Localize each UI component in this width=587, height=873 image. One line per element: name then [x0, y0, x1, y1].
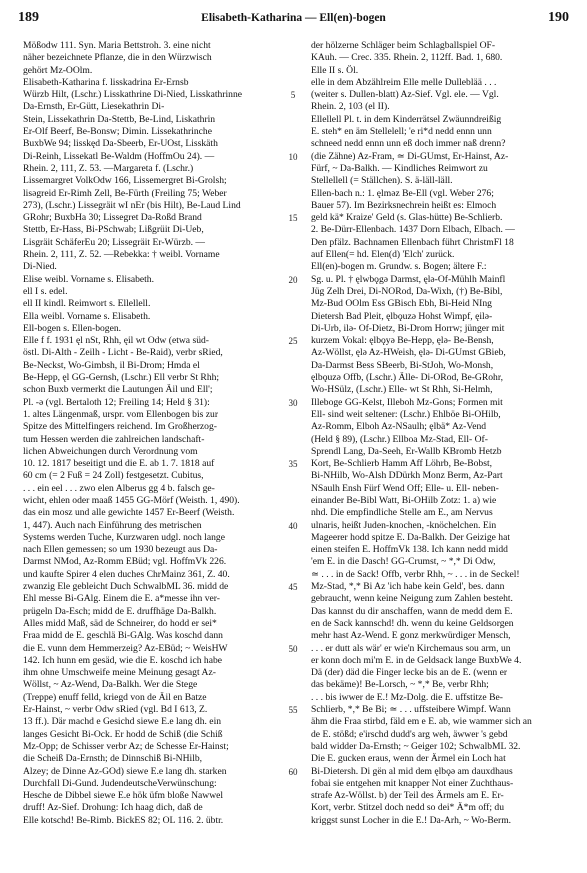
- page-header: [18, 10, 569, 30]
- text-line: Alzey; de Dinne Az-GOd) siewe E.e lang dh. starken: [23, 765, 227, 777]
- text-line: Mz-Stad, *,* Bi Az 'ich habe kein Geld', bes. dann: [311, 581, 505, 593]
- text-line: Mz-Opp; de Schisser verbr Az; de Schesse Er-Hainst;: [23, 740, 229, 752]
- text-line: Be-Neckst, Wo-Gimbsh, il Bi-Drom; Hmda el: [23, 359, 200, 371]
- text-line: kurzem Vokal: ęlbǫyə Be-Hepp, ęlə- Be-Bensh,: [311, 335, 494, 347]
- line-number: 30: [288, 397, 298, 408]
- text-line: das bekäme)! Be-Lorsch, ~ *,* Be, verbr Rhh;: [311, 679, 489, 691]
- text-line: Den pfälz. Bachnamen Ellenbach führt ChristmFl 18: [311, 236, 514, 248]
- text-line: nach Ellen gemessen; so um 1930 bezeugt aus Da-: [23, 544, 218, 556]
- text-line: Alles midd Maß, säd de Schneirer, do hodd er sei*: [23, 617, 217, 629]
- text-line: Wo-HSülz, (Lschr.) Elle- wt St Rhh, Si-Helmh,: [311, 384, 493, 396]
- text-line: Rhein. 2, 103 (el II).: [311, 101, 390, 113]
- page-number-left: 189: [18, 10, 39, 25]
- text-line: mehr hast Az-Wend. E gonz merkwürdiger Mensch,: [311, 630, 511, 642]
- text-line: (Held § 89), (Lschr.) Ellboa Mz-Stad, Ell- Of-: [311, 433, 488, 445]
- text-line: 1. altes Längenmaß, urspr. vom Ellenbogen bis zur: [23, 408, 219, 420]
- text-line: BuxbWe 94; lisskęd Da-Sbeerb, Er-UOst, Lisskäth: [23, 138, 218, 150]
- text-line: prügeln Da-Esch; midd de E. druffhäge Da-Balkh.: [23, 605, 217, 617]
- text-line: tum Hessen werden die zahlreichen landschaft-: [23, 433, 205, 445]
- text-line: östl. Di-Alth - Zeilh - Licht - Be-Raid), verbr sRied,: [23, 347, 223, 359]
- text-line: E. steh* en äm Stellelell; 'e ri*d nedd ennn unn: [311, 126, 492, 138]
- line-number: 60: [288, 766, 298, 777]
- text-line: ell I s. edel.: [23, 285, 68, 297]
- text-line: Rhein. 2, 111, Z. 52. —Rebekka: † weibl. Vorname: [23, 249, 220, 261]
- text-line: Dietersh Bad Pleit, ęlbǫuzə Hohst Wimpf, ęilə-: [311, 310, 493, 322]
- line-number: 40: [288, 520, 298, 531]
- text-line: Jüg Zelh Drei, Di-NORod, Da-Wixh, (†) Be-Bibl,: [311, 285, 503, 297]
- text-line: Di-Nied.: [23, 261, 57, 273]
- text-line: 1, 447). Auch nach Einführung des metrischen: [23, 519, 202, 531]
- text-line: Da-Darmst Bess SBeerb, Bi-StJoh, Wo-Monsh,: [311, 359, 494, 371]
- line-number: 20: [288, 274, 298, 285]
- text-line: Kort, Be-Schlierb Hamm Aff Löhrb, Be-Bobst,: [311, 458, 493, 470]
- text-line: Kort, verbr. Stitzel doch nedd so dei* Ä*m off; du: [311, 802, 504, 814]
- text-line: Az-Wöllst, ęlə Az-HWeish, ęlə- Di-GUmst GBieb,: [311, 347, 506, 359]
- text-line: näher bezeichnete Pflanze, die in den Würzwisch: [23, 52, 212, 64]
- text-line: Systems werden Tuche, Kurzwaren udgl. noch lange: [23, 531, 225, 543]
- text-line: Durchfall Di-Gund. JudendeutscheVerwünschung:: [23, 777, 217, 789]
- text-line: 273), (Lschr.) Lissegräit wI nEr (bis Hilt), Be-Laud Lind: [23, 199, 241, 211]
- text-line: kriggst sunst Locher in die E.! Da-Arh, ~ Wo-Berm.: [311, 814, 512, 826]
- text-line: ihm ohne Umschweife meine Meinung gesagt Az-: [23, 667, 216, 679]
- text-line: wicht, ehlen oder maaß 1455 GG-Mörf (Weisth. 1, 490).: [23, 494, 240, 506]
- text-line: gehört Mz-OOlm.: [23, 64, 93, 76]
- text-line: schneed nedd ennn unn eß doch immer naß drenn?: [311, 138, 506, 150]
- text-line: Mößodw 111. Syn. Maria Bettstroh. 3. eine nicht: [23, 40, 211, 51]
- text-line: Ella weibl. Vorname s. Elisabeth.: [23, 310, 151, 322]
- text-line: Spitze des Mittelfingers reichend. Im Großherzog-: [23, 421, 217, 433]
- text-line: Da-Ernsth, Er-Gütt, Liesekathrin Di-: [23, 101, 165, 113]
- text-line: Elisabeth-Katharina f. lisskadrina Er-Ernsb: [23, 76, 189, 88]
- text-line: Das kannst du dir anschaffen, wann de medd dem E.: [311, 605, 513, 617]
- text-line: Elle f f. 1931 ęl nSt, Rhh, ęil wt Odw (etwa süd-: [23, 335, 209, 347]
- text-line: Sg. u. Pl. † ęlwbǫgə Darmst, ęlə-Of-Mühlh Mainfl: [311, 273, 506, 285]
- text-line: Ell- sind weit seltener: (Lschr.) Ehlböe Bi-OHilb,: [311, 408, 501, 420]
- text-line: NSaulh Ensh Fürf Wend Off; Elle- u. Ell- neben-: [311, 482, 499, 494]
- text-line: gebraucht, wenn keine Neigung zum Zahlen besteht.: [311, 593, 513, 605]
- text-line: Dä (der) däd die Finger lecke bis an de E. (wenn er: [311, 667, 508, 679]
- text-line: Be-Hepp, ęl GG-Gernsh, (Lschr.) Ell verbr St Rhh;: [23, 372, 220, 384]
- text-line: elle in dem Abzählreim Elle melle Dulleblää . . .: [311, 76, 497, 88]
- text-line: ulnaris, heißt Juden-knochen, -knöchelchen. Ein: [311, 519, 497, 531]
- text-line: langes Gesicht Bi-Ock. Er hodd de Schiß (die Schiß: [23, 728, 223, 740]
- line-number: 50: [288, 643, 298, 654]
- text-line: 142. Ich hunn em gesäd, wie die E. koschd ich habe: [23, 654, 223, 666]
- text-line: ęlbǫuzə Offb, (Lschr.) Älle- Di-ORod, Be-GRohr,: [311, 372, 504, 384]
- line-number: 45: [288, 582, 298, 593]
- text-line: Illeboge GG-Kelst, Illeboh Mz-Gons; Formen mit: [311, 396, 503, 408]
- text-line: . . . er dutt als wär' er wie'n Kirchemaus sou arm, un: [311, 642, 511, 654]
- line-number: 35: [288, 459, 298, 470]
- text-line: ≃ . . . in de Sack! Offb, verbr Rhh, ~ . . . in de Seckel!: [311, 568, 520, 580]
- text-line: Rhein. 2, 111, Z. 53. —Margareta f. (Lschr.): [23, 162, 194, 174]
- text-line: zwanzig Ele gebleicht Duch SchwalbML 36. midd de: [23, 581, 229, 593]
- text-line: (weiter s. Dullen-blatt) Az-Sief. Vgl. ele. — Vgl.: [311, 89, 499, 101]
- text-line: einen steifen E. HoffmVk 138. Ich kann nedd midd: [311, 544, 508, 556]
- text-line: Lisgräit SchäferEu 20; Lissegräit Er-Würzb. —: [23, 236, 206, 248]
- line-number: 15: [288, 213, 298, 224]
- line-number: 10: [288, 151, 298, 162]
- text-line: Bauer 57). Im Bezirksnechrein heißt es: Elmoch: [311, 199, 497, 211]
- text-line: Lissemargret VolkOdw 166, Lissemergret Bi-Grolsh;: [23, 175, 227, 187]
- text-line: bald widder Da-Ernsth; ~ Geiger 102; SchwalbML 32.: [311, 740, 521, 752]
- text-line: Hesche de Dibbel siewe E.e hök üfm bloße Nawwel: [23, 790, 224, 802]
- right-column: [311, 40, 569, 827]
- text-line: 2. Be-Dürr-Ellenbach. 1437 Dorn Elbach, Elbach. —: [311, 224, 515, 236]
- text-line: Schlierb, *,* Be Bi; ≃ . . . uffsteibere Wimpf. Wann: [311, 704, 511, 716]
- text-line: das ein mosz und alle gewichte 1457 Er-Beerf (Weisth.: [23, 507, 235, 519]
- text-line: Ellellell Pl. t. in dem Kinderrätsel Zwäunndreißig: [311, 113, 502, 125]
- text-line: und kaufte Spirer 4 elen duches ChrMainz 361, Z. 40.: [23, 568, 230, 580]
- text-line: lisəgreid Er-Rimh Zell, Be-Fürth (Freiling 75; Weber: [23, 187, 227, 199]
- text-line: der hölzerne Schläger beim Schlagballspiel OF-: [311, 40, 496, 51]
- text-line: 13 ff.). Där machd e Gesichd siewe E.e lang dh. ein: [23, 716, 222, 728]
- text-line: Darmst NMod, Az-Romm EBüd; vgl. HoffmVk 226.: [23, 556, 227, 568]
- text-line: Bi-Dietersh. Di gën al mid dem ęlbǫə am dauxdhaus: [311, 765, 513, 777]
- text-line: schon Buxb vermerkt die Lautungen Äil und Ell';: [23, 384, 213, 396]
- text-line: einander Be-Bibl Watt, Bi-OHilb Zotz: 1. a) wie: [311, 494, 497, 506]
- text-line: strafe Az-Wöllst. b) der Teil des Ärmels am E. Er-: [311, 790, 504, 802]
- text-line: Stellellell (= Ställchen). S. ä-läll-läll.: [311, 175, 453, 187]
- left-column: [23, 40, 281, 827]
- text-line: Wöllst, ~ Az-Wend, Da-Balkh. Wer die Stege: [23, 679, 198, 691]
- text-line: die E. vunn dem Hemmerzeig? Az-EBüd; ~ WeisHW: [23, 642, 228, 654]
- text-line: de E. stößd; e'irschd dudd's arg weh, äwwer 's gebd: [311, 728, 508, 740]
- text-line: Ell(en)-bogen m. Grundw. s. Bogen; ältere F.:: [311, 261, 487, 273]
- line-number: 55: [288, 705, 298, 716]
- text-line: en de Sack kannschd! dh. wenn du keine Geldsorgen: [311, 617, 514, 629]
- text-line: er konn doch mi'm E. in de Geldsack lange BuxbWe 4.: [311, 654, 522, 666]
- text-line: (die Zähne) Az-Fram, ≃ Di-GUmst, Er-Hainst, Az-: [311, 150, 509, 162]
- text-line: . . . ein eel . . . zwo elen Alberus gg 4 b. falsch ge-: [23, 482, 215, 494]
- text-line: fobai sie entgehen mit knapper Not einer Zuchthaus-: [311, 777, 514, 789]
- text-line: Fraa midd de E. geschlä Bi-GAlg. Was koschd dann: [23, 630, 223, 642]
- text-line: ell II kindl. Reimwort s. Ellellell.: [23, 298, 151, 310]
- text-line: GRohr; BuxbHa 30; Lissegret Da-Roßd Brand: [23, 212, 202, 224]
- text-line: Ellen-bach n.: 1. ęlməz Be-Ell (vgl. Weber 276;: [311, 187, 494, 199]
- text-line: lichen Abweichungen durch Verordnung vom: [23, 445, 198, 457]
- text-line: 'em E. in die Dasch! GG-Crumst, ~ *,* Di Odw,: [311, 556, 496, 568]
- text-line: Ehl messe Bi-GAlg. Einem die E. a*messe ihn ver-: [23, 593, 220, 605]
- text-line: Az-Romm, Elboh Az-NSaulh; ęlbä* Az-Vend: [311, 421, 487, 433]
- text-line: Er-Olf Beerf, Be-Bonsw; Dimin. Lissekathrinche: [23, 126, 212, 138]
- text-line: Sprendl Lang, Da-Seeh, Er-Wallb KBromb Hetzb: [311, 445, 502, 457]
- text-line: Di-Urb, ilə- Of-Dietz, Bi-Drom Horrw; jünger mit: [311, 322, 505, 334]
- line-number: 25: [288, 336, 298, 347]
- text-line: Stettb, Er-Hass, Bi-PSchwab; Lißgrüit Di-Ueb,: [23, 224, 204, 236]
- text-line: die Scheiß Da-Ernsth; de Dinnschiß Bi-NHilb,: [23, 753, 203, 765]
- text-line: Di-Reinh, Lissekatl Be-Waldm (HoffmOu 24). —: [23, 150, 215, 162]
- text-line: druff! Az-Sief. Drohung: Ich haag dich, daß de: [23, 802, 203, 814]
- page-number-right: 190: [548, 10, 569, 25]
- text-line: Stein, Lissekathrin Da-Stettb, Be-Lind, Liskathrin: [23, 113, 216, 125]
- text-line: (Treppe) enuff felld, kriegd von de Äil en Batze: [23, 691, 207, 703]
- text-line: Elise weibl. Vorname s. Elisabeth.: [23, 273, 155, 285]
- text-line: Pl. -ə (vgl. Bertaloth 12; Freiling 14; Held § 31):: [23, 396, 210, 408]
- text-line: KAuh. — Crec. 335. Rhein. 2, 112ff. Bad. 1, 680.: [311, 52, 503, 64]
- text-line: nhd. Die empfindliche Stelle am E., am Nervus: [311, 507, 493, 519]
- running-title: Elisabeth-Katharina — Ell(en)-bogen: [201, 12, 386, 24]
- text-line: Elle kotschd! Be-Rimb. BickES 82; OL 116. 2. übtr.: [23, 814, 224, 826]
- text-line: Ell-bogen s. Ellen-bogen.: [23, 322, 122, 334]
- text-line: 60 cm (= 2 Fuß = 24 Zoll) festgesetzt. Cubitus,: [23, 470, 204, 482]
- text-line: 10. 12. 1817 beseitigt und die E. ab 1. 7. 1818 auf: [23, 458, 215, 470]
- text-line: Er-Hainst, ~ verbr Odw sRied (vgl. Bd I 613, Z.: [23, 704, 208, 716]
- text-line: Fürf, ~ Da-Balkh. — Kindliches Reimwort zu: [311, 162, 488, 174]
- text-line: ähm die Fraa stirbd, fäld em e E. ab, wie wammer sich an: [311, 716, 532, 728]
- text-line: auf Ellen(= hd. Elen(d) 'Elch' zurück.: [311, 249, 455, 261]
- text-line: geld kä* Kraize' Geld (s. Glas-hütte) Be-Schlierb.: [311, 212, 503, 224]
- text-line: Bi-NHilb, Wo-Alsh DDürkh Monz Berm, Az-Part: [311, 470, 503, 482]
- text-line: Die E. gucken eraus, wenn der Ärmel ein Loch hat: [311, 753, 506, 765]
- text-line: Elle II s. Öl.: [311, 64, 359, 76]
- text-line: . . . bis iwwer de E.! Mz-Dolg. die E. uffstitze Be-: [311, 691, 503, 703]
- text-line: Mz-Bud OOlm Ess GBisch Ebh, Bi-Heid NIng: [311, 298, 492, 310]
- text-line: Würzb Hilt, (Lschr.) Lisskathrine Di-Nied, Lisskathrinne: [23, 89, 243, 101]
- line-number: 5: [290, 90, 296, 101]
- text-line: Mageerer hodd spitze E. Da-Balkh. Der Geizige hat: [311, 531, 510, 543]
